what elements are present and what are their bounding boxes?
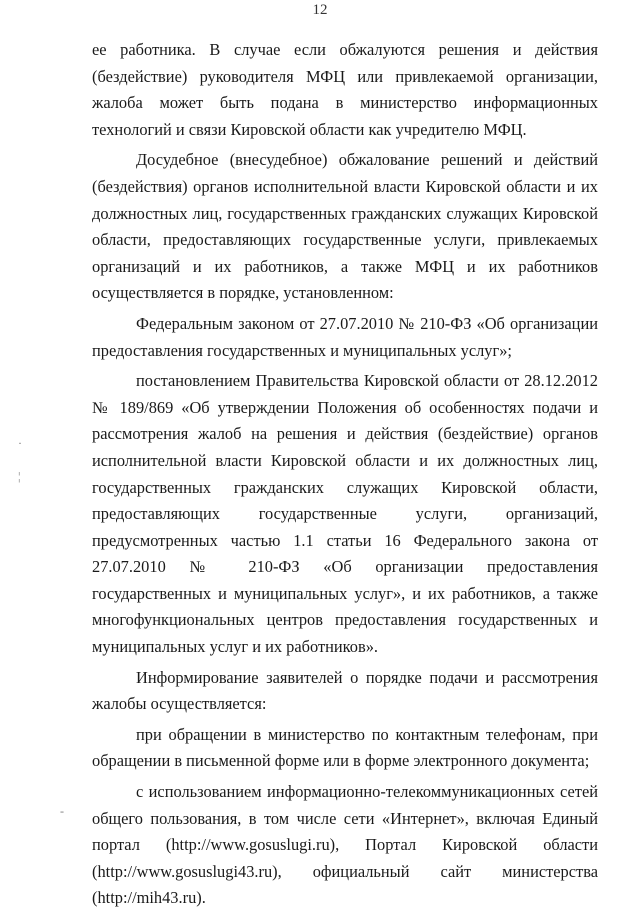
paragraph-by-phone-or-writing: при обращении в министерство по контактным телефонам, при обращении в письменной форме или в форме электронного документа; (92, 724, 598, 771)
paragraph-via-internet: с использованием информационно-телекоммуникационных сетей общего пользования, в том числе сети «Интернет», включая Единый портал (http://www.gosuslugi.ru), Портал Кировской области (http://www.gosuslugi43.ru), официальный сайт министерства (http://mih43.ru). (92, 782, 598, 908)
paragraph-informing-applicants: Информирование заявителей о порядке подачи и рассмотрения жалобы осуществляется: (92, 667, 598, 714)
scan-tick-mark: ¦ (18, 469, 21, 483)
scan-dash-mark: - (60, 804, 64, 818)
paragraph-government-resolution: постановлением Правительства Кировской области от 28.12.2012 № 189/869 «Об утверждении Положения об особенностях подачи и рассмотрения жалоб на решения и действия (бездействие) органов исполнительной власти Кировской области и их должностных лиц, государственных гражданских служащих Кировской области, предоставляющих государственные услуги, организаций, предусмотренных частью 1.1 статьи 16 Федерального закона от 27.07.2010 № 210-ФЗ «Об организации предоставления государственных и муниципальных услуг», и их работников, а также многофункциональных центров предоставления государственных и муниципальных услуг и их работников». (92, 371, 598, 657)
paragraph-pretrial-appeal: Досудебное (внесудебное) обжалование решений и действий (бездействия) органов исполнительной власти Кировской области и их должностных лиц, государственных гражданских служащих Кировской области, предоставляющих государственные услуги, привлекаемых организаций и их работников, а также МФЦ и их работников осуществляется в порядке, установленном: (92, 150, 598, 303)
paragraph-complaint-to-ministry: ее работника. В случае если обжалуются решения и действия (бездействие) руководителя МФЦ или привлекаемой организации, жалоба может быть подана в министерство информационных технологий и связи Кировской области как учредителю МФЦ. (92, 40, 598, 139)
page-number: 12 (312, 2, 328, 18)
paragraph-federal-law: Федеральным законом от 27.07.2010 № 210-ФЗ «Об организации предоставления государственных и муниципальных услуг»; (92, 313, 598, 360)
document-body (92, 37, 598, 912)
scan-dot-mark: · (18, 436, 22, 450)
